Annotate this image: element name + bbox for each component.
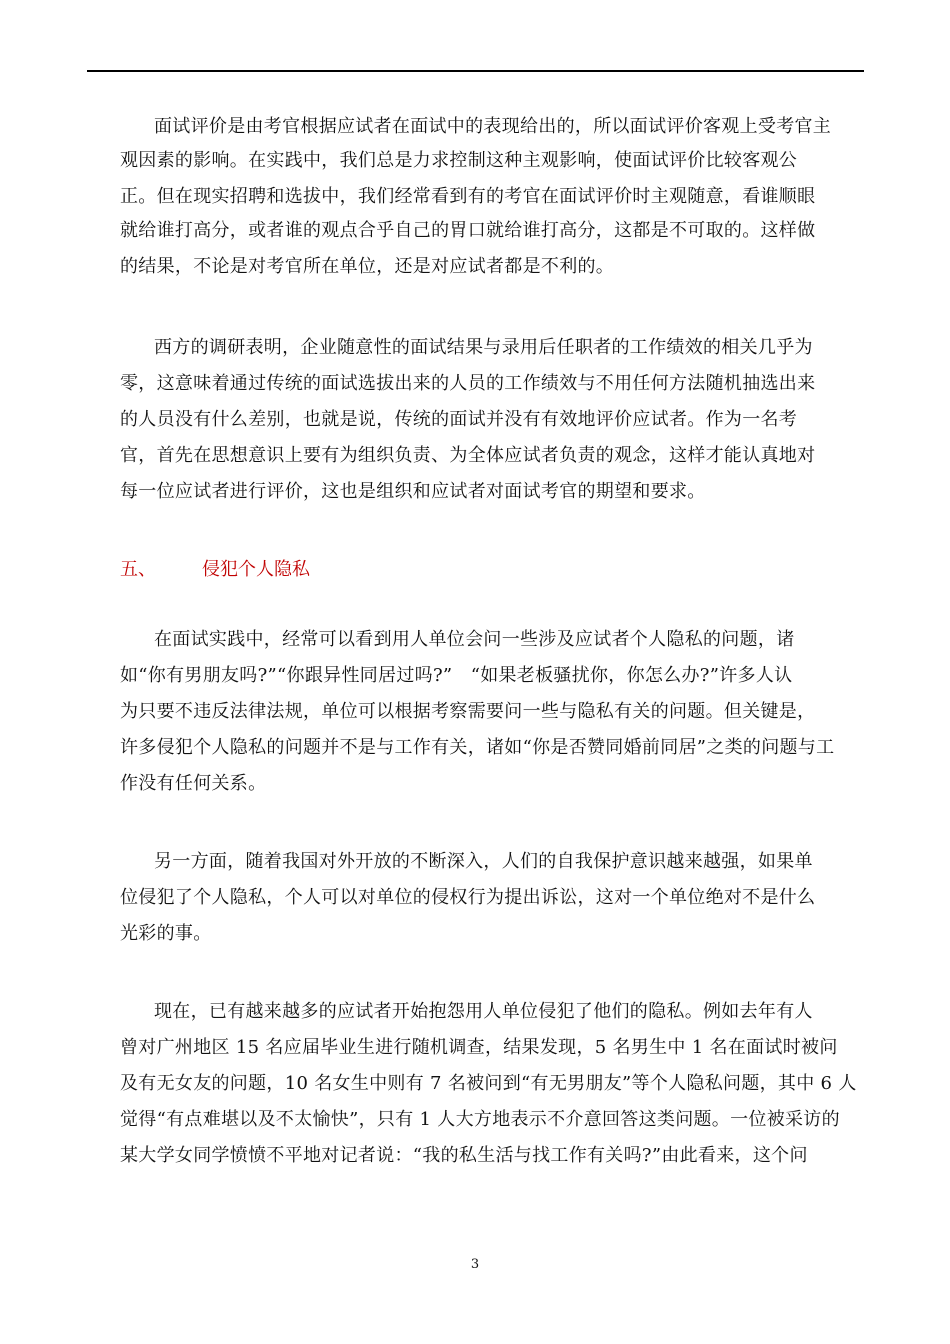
page-number: 3 xyxy=(470,1257,480,1272)
paragraph-line: 正。但在现实招聘和选拔中，我们经常看到有的考官在面试评价时主观随意，看谁顺眼 xyxy=(120,186,816,207)
paragraph-line: 面试评价是由考官根据应试者在面试中的表现给出的，所以面试评价客观上受考官主 xyxy=(154,116,832,137)
paragraph-line: 如“你有男朋友吗?”“你跟异性同居过吗?” “如果老板骚扰你，你怎么办?”许多人认 xyxy=(120,665,793,686)
paragraph-line: 觉得“有点难堪以及不太愉快”，只有 1 人大方地表示不介意回答这类问题。一位被采访的 xyxy=(120,1109,840,1130)
paragraph-line: 每一位应试者进行评价，这也是组织和应试者对面试考官的期望和要求。 xyxy=(120,481,706,502)
paragraph-line: 官，首先在思想意识上要有为组织负责、为全体应试者负责的观念，这样才能认真地对 xyxy=(120,445,816,466)
paragraph-line: 位侵犯了个人隐私，个人可以对单位的侵权行为提出诉讼，这对一个单位绝对不是什么 xyxy=(120,887,816,908)
section-title: 侵犯个人隐私 xyxy=(202,559,310,580)
section-number: 五、 xyxy=(120,559,156,580)
section-heading xyxy=(120,558,310,582)
paragraph-line: 西方的调研表明，企业随意性的面试结果与录用后任职者的工作绩效的相关几乎为 xyxy=(154,337,813,358)
paragraph-line: 许多侵犯个人隐私的问题并不是与工作有关，诸如“你是否赞同婚前同居”之类的问题与工 xyxy=(120,737,835,758)
paragraph-line: 的结果，不论是对考官所在单位，还是对应试者都是不利的。 xyxy=(120,256,615,277)
paragraph-line: 现在，已有越来越多的应试者开始抱怨用人单位侵犯了他们的隐私。例如去年有人 xyxy=(154,1001,813,1022)
paragraph-line: 观因素的影响。在实践中，我们总是力求控制这种主观影响，使面试评价比较客观公 xyxy=(120,150,798,171)
paragraph-line: 作没有任何关系。 xyxy=(120,773,267,794)
header-rule xyxy=(87,70,864,72)
paragraph-line: 光彩的事。 xyxy=(120,923,212,944)
paragraph-line: 在面试实践中，经常可以看到用人单位会问一些涉及应试者个人隐私的问题，诸 xyxy=(154,629,795,650)
paragraph-line: 某大学女同学愤愤不平地对记者说：“我的私生活与找工作有关吗?”由此看来，这个问 xyxy=(120,1145,808,1166)
paragraph-line: 为只要不违反法律法规，单位可以根据考察需要问一些与隐私有关的问题。但关键是， xyxy=(120,701,816,722)
paragraph-line: 就给谁打高分，或者谁的观点合乎自己的胃口就给谁打高分，这都是不可取的。这样做 xyxy=(120,220,816,241)
paragraph-line: 及有无女友的问题，10 名女生中则有 7 名被问到“有无男朋友”等个人隐私问题，其中 6 人 xyxy=(120,1073,857,1094)
paragraph-line: 的人员没有什么差别，也就是说，传统的面试并没有有效地评价应试者。作为一名考 xyxy=(120,409,798,430)
paragraph-line: 另一方面，随着我国对外开放的不断深入，人们的自我保护意识越来越强，如果单 xyxy=(154,851,813,872)
paragraph-line: 曾对广州地区 15 名应届毕业生进行随机调查，结果发现，5 名男生中 1 名在面试时被问 xyxy=(120,1037,838,1058)
paragraph-line: 零，这意味着通过传统的面试选拔出来的人员的工作绩效与不用任何方法随机抽选出来 xyxy=(120,373,816,394)
